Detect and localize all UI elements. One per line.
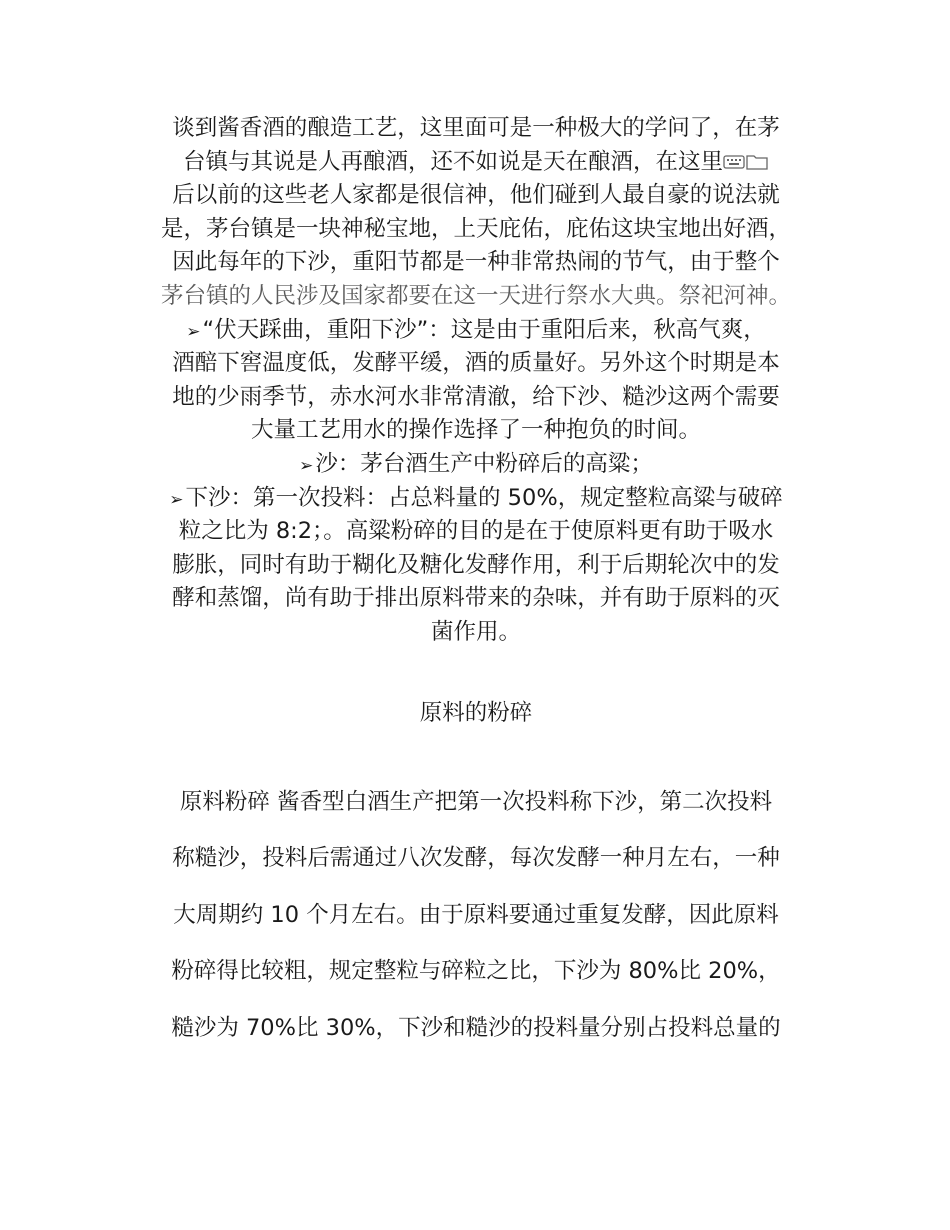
text-line: 粒之比为 8:2；。高粱粉碎的目的是在于使原料更有助于吸水: [178, 518, 774, 545]
text-line-content: 下沙：第一次投料：占总料量的 50%，规定整粒高粱与破碎: [185, 484, 783, 511]
sha-definition: [139, 448, 813, 482]
text-line: 谈到酱香酒的酿造工艺，这里面可是一种极大的学问了，在茅: [172, 115, 780, 141]
text-line: 大量工艺用水的操作选择了一种抱负的时间。: [250, 417, 701, 444]
text-line: [139, 314, 813, 348]
intro-paragraph: [139, 112, 813, 314]
text-line: 菌作用。: [430, 618, 521, 645]
text-line: 地的少雨季节，赤水河水非常清澈，给下沙、糙沙这两个需要: [172, 383, 780, 410]
arrow-bullet-icon: ➢: [186, 321, 201, 342]
text-line: 原料粉碎 酱香型白酒生产把第一次投料称下沙，第二次投料: [179, 788, 773, 815]
xiasha-paragraph: [139, 482, 813, 650]
section-heading: 原料的粉碎: [419, 699, 533, 726]
text-line: [139, 448, 813, 482]
arrow-bullet-icon: ➢: [299, 455, 314, 476]
text-line: 因此每年的下沙，重阳节都是一种非常热闹的节气，由于整个: [172, 249, 780, 276]
text-line: [139, 146, 813, 180]
arrow-bullet-icon: ➢: [169, 489, 184, 510]
spacer: [139, 650, 813, 696]
text-line: 酵和蒸馏，尚有助于排出原料带来的杂味，并有助于原料的灭: [172, 585, 780, 612]
grinding-paragraph: [139, 774, 813, 1057]
text-line: 粉碎得比较粗，规定整粒与碎粒之比，下沙为 80%比 20%，: [171, 958, 781, 984]
text-line: 后以前的这些老人家都是很信神，他们碰到人最自豪的说法就: [172, 182, 780, 209]
text-line: 酒醅下窖温度低，发酵平缓，酒的质量好。另外这个时期是本: [172, 350, 780, 377]
text-line: 糙沙为 70%比 30%，下沙和糙沙的投料量分别占投料总量的: [171, 1014, 781, 1041]
spacer: [139, 730, 813, 774]
document-page: [139, 112, 813, 1056]
text-line-content: 沙：茅台酒生产中粉碎后的高粱；: [315, 450, 653, 477]
timing-paragraph: [139, 314, 813, 448]
folder-icon: [745, 153, 769, 171]
text-line: 大周期约 10 个月左右。由于原料要通过重复发酵，因此原料: [173, 901, 779, 928]
text-line-content: “伏天踩曲，重阳下沙”：这是由于重阳后来，秋高气爽，: [202, 316, 766, 343]
text-line: 茅台镇的人民涉及国家都要在这一天进行祭水大典。祭祀河神。: [160, 282, 791, 309]
text-line: [139, 482, 813, 516]
keyboard-icon: [723, 154, 745, 170]
text-line: 称糙沙，投料后需通过八次发酵，每次发酵一种月左右，一种: [172, 845, 780, 871]
text-line: 膨胀，同时有助于糊化及糖化发酵作用，利于后期轮次中的发: [172, 551, 780, 578]
text-line-content: 台镇与其说是人再酿酒，还不如说是天在酿酒，在这里: [182, 148, 723, 175]
text-line: 是，茅台镇是一块神秘宝地，上天庇佑，庇佑这块宝地出好酒，: [160, 215, 791, 242]
